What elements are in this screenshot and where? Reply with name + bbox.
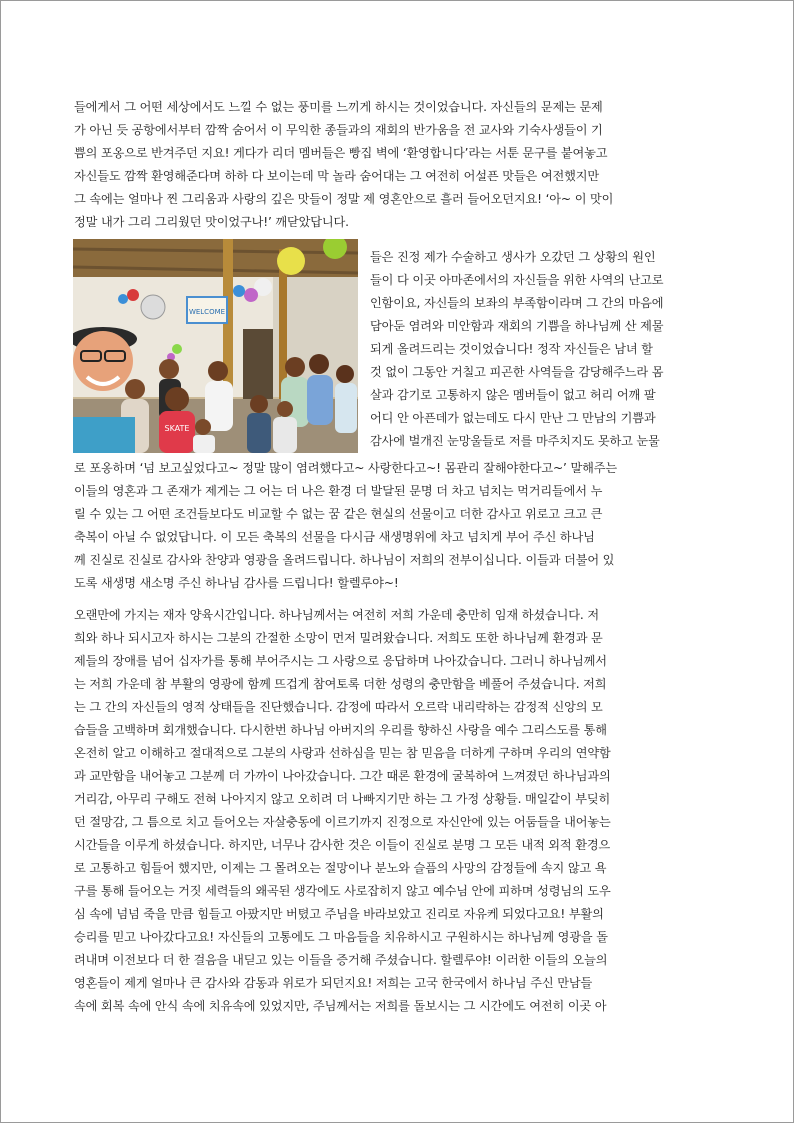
text-line: 인함이요, 자신들의 보좌의 부족함이라며 그 간의 마음에 (370, 296, 664, 310)
text-line: 그 속에는 얼마나 찐 그리움과 사랑의 깊은 맛들이 정말 제 영혼안으로 흘러 들어오던지요! ‘아~ 이 맛이 (74, 192, 614, 206)
text-line: 이들의 영혼과 그 존재가 제게는 그 어는 더 나은 환경 더 발달된 문명 더 차고 넘치는 먹거리들에서 누 (74, 484, 603, 498)
text-line: 쁨의 포옹으로 반겨주던 지요! 게다가 리더 멤버들은 빵집 벽에 ‘환영합니다’라는 서툰 문구를 붙여놓고 (74, 146, 608, 160)
text-line: 승리를 믿고 나아갔다고요! 자신들의 고통에도 그 마음들을 치유하시고 구원하시는 하나님께 영광을 돌 (74, 930, 608, 944)
text-line: 려내며 이전보다 더 한 걸음을 내딛고 있는 이들을 증거해 주셨습니다. 할렐루야! 이러한 이들의 오늘의 (74, 953, 608, 967)
text-line: 자신들도 깜짝 환영해준다며 하하 다 보이는데 막 놀라 숨어대는 그 여전히 어설픈 맛들은 여전했지만 (74, 169, 599, 183)
svg-text:SKATE: SKATE (164, 424, 190, 433)
text-line: 제들의 장애를 넘어 십자가를 통해 부어주시는 그 사랑으로 응답하며 나아갔습니다. 그러니 하나님께서 (74, 654, 607, 668)
text-line: 시간들을 이루게 하셨습니다. 하지만, 너무나 감사한 것은 이들이 진실로 분명 그 모든 내적 외적 환경으 (74, 838, 611, 852)
text-line: 담아둔 염려와 미안함과 재회의 기쁨을 하나님께 산 제물 (370, 319, 664, 333)
text-line: 도록 새생명 새소명 주신 하나님 감사를 드립니다! 할렐루야~! (74, 576, 399, 590)
welcome-sign-text: WELCOME (188, 308, 226, 316)
text-line: 거리감, 아무리 구해도 전혀 나아지지 않고 오히려 더 나빠지기만 하는 그 가정 상황들. 매일같이 부딪히 (74, 792, 611, 806)
text-line: 로 포옹하며 ‘넘 보고싶었다고~ 정말 많이 염려했다고~ 사랑한다고~! 몸관리 잘해야한다고~’ 말해주는 (74, 461, 617, 475)
text-line: 희와 하나 되시고자 하시는 그분의 간절한 소망이 먼저 밀려왔습니다. 저희도 또한 하나님께 환경과 문 (74, 631, 603, 645)
text-line: 속에 회복 속에 안식 속에 치유속에 있었지만, 주님께서는 저희를 돌보시는 그 시간에도 여전히 이곳 아 (74, 999, 607, 1013)
text-line: 살과 감기로 고통하지 않은 멤버들이 없고 허리 어깨 팔 (370, 388, 656, 402)
text-line: 구를 통해 들어오는 거짓 세력들의 왜곡된 생각에도 사로잡히지 않고 예수님 안에 피하며 성령님의 도우 (74, 884, 611, 898)
text-line: 온전히 알고 이해하고 절대적으로 그분의 사랑과 선하심을 믿는 참 믿음을 더하게 구하며 우리의 연약함 (74, 746, 611, 760)
text-line: 영혼들이 제게 얼마나 큰 감사와 감동과 위로가 되던지요! 저희는 고국 한국에서 하나님 주신 만남들 (74, 976, 593, 990)
text-line: 습들을 고백하며 회개했습니다. 다시한번 하나님 아버지의 우리를 향하신 사랑을 예수 그리스도를 통해 (74, 723, 607, 737)
text-line: 정말 내가 그리 그리웠던 맛이었구나!’ 깨닫았답니다. (74, 215, 349, 229)
text-line: 오랜만에 가지는 재자 양육시간입니다. 하나님께서는 여전히 저희 가운데 충만히 임재 하셨습니다. 저 (74, 608, 599, 622)
group-photo-illustration (73, 239, 358, 453)
text-line: 어디 안 아픈데가 없는데도 다시 만난 그 만남의 기쁨과 (370, 411, 656, 425)
text-line: 릴 수 있는 그 어떤 조건들보다도 비교할 수 없는 꿈 같은 현실의 선물이고 더한 감사고 위로고 크고 큰 (74, 507, 603, 521)
text-line: 가 아닌 듯 공항에서부터 깜짝 숨어서 이 무익한 종들과의 재회의 반가움을 전 교사와 기숙사생들이 기 (74, 123, 603, 137)
text-line: 께 진실로 진실로 감사와 찬양과 영광을 올려드립니다. 하나님이 저희의 전부이십니다. 이들과 더불어 있 (74, 553, 615, 567)
text-line: 로 고통하고 힘들어 했지만, 이제는 그 몰려오는 절망이나 분노와 슬픔의 사망의 감정들에 속지 않고 욕 (74, 861, 607, 875)
group-photo (73, 239, 358, 453)
text-line: 는 저희 가운데 참 부활의 영광에 함께 뜨겁게 참여토록 더한 성령의 충만함을 베풀어 주셨습니다. 저희 (74, 677, 607, 691)
text-line: 것 없이 그동안 거칠고 피곤한 사역들을 감당해주느라 몸 (370, 365, 664, 379)
text-line: 는 그 간의 자신들의 영적 상태들을 진단했습니다. 감정에 따라서 오르락 내리락하는 감정적 신앙의 모 (74, 700, 603, 714)
text-line: 심 속에 넘넘 죽을 만큼 힘들고 아팠지만 버텼고 주님을 바라보았고 진리로 자유케 되었다고요! 부활의 (74, 907, 604, 921)
text-line: 과 교만함을 내어놓고 그분께 더 가까이 나아갔습니다. 그간 때론 환경에 굴복하여 느껴졌던 하나님과의 (74, 769, 611, 783)
text-line: 던 절망감, 그 틈으로 치고 들어오는 자살충동에 이르기까지 진정으로 자신안에 있는 어둠들을 내어놓는 (74, 815, 611, 829)
text-line: 축복이 아닐 수 없었답니다. 이 모든 축복의 선물을 다시금 새생명위에 차고 넘치게 부어 주신 하나님 (74, 530, 595, 544)
text-line: 들에게서 그 어떤 세상에서도 느낄 수 없는 풍미를 느끼게 하시는 것이었습니다. 자신들의 문제는 문제 (74, 100, 603, 114)
text-line: 감사에 벌개진 눈망울들로 저를 마주치지도 못하고 눈물 (370, 434, 660, 448)
text-line: 들이 다 이곳 아마존에서의 자신들을 위한 사역의 난고로 (370, 273, 664, 287)
text-line: 들은 진정 제가 수술하고 생사가 오갔던 그 상황의 원인 (370, 250, 656, 264)
text-line: 되게 올려드리는 것이었습니다! 정작 자신들은 남녀 할 (370, 342, 653, 356)
